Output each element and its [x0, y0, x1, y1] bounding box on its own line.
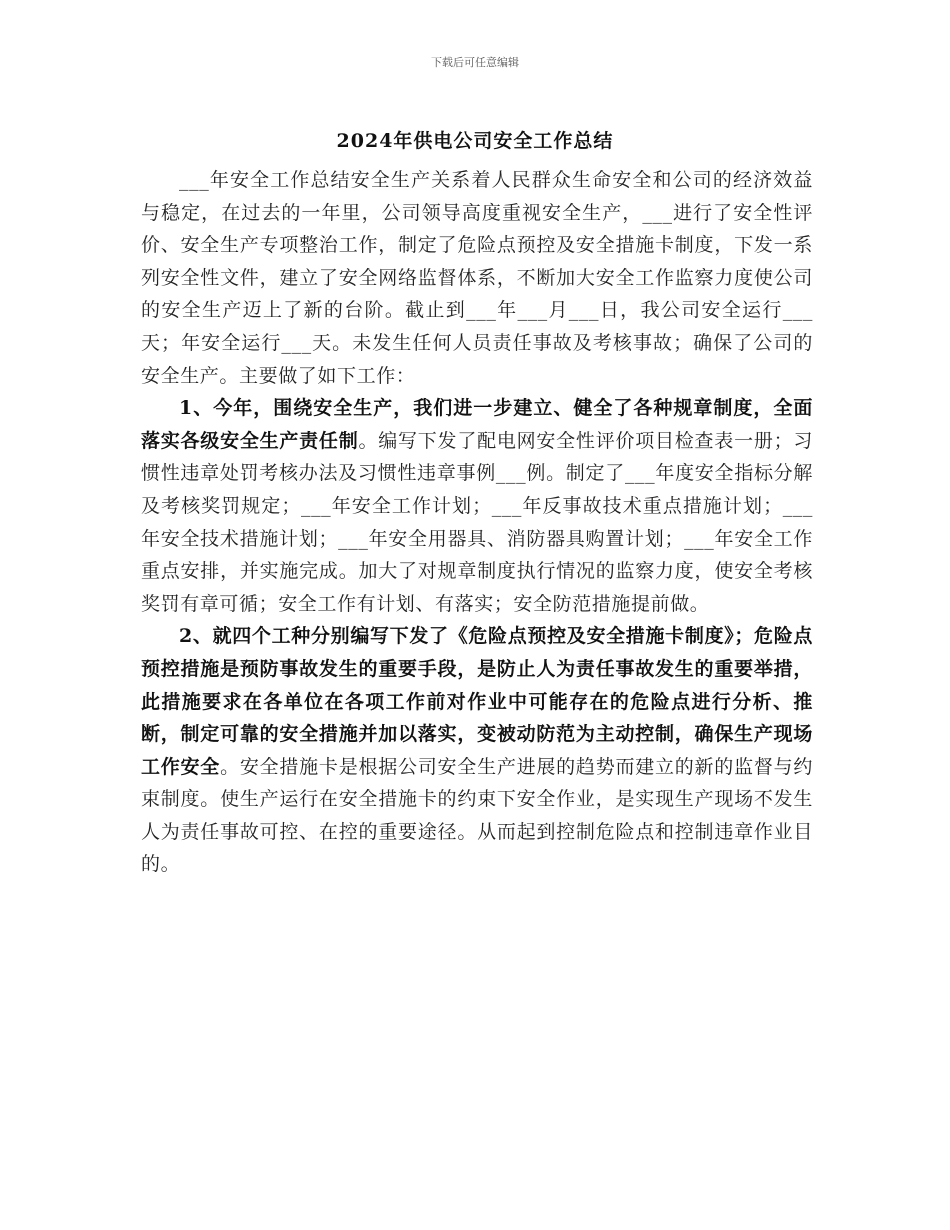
paragraph-item-1-text: 。编写下发了配电网安全性评价项目检查表一册；习惯性违章处罚考核办法及习惯性违章事例___例。制定了___年度安全指标分解及考核奖罚规定；___年安全工作计划；___年反事故技术重点措施计划；___年安全技术措施计划；___年安全用器具、消防器具购置计划；___年安全工作重点安排，并实施完成。加大了对规章制度执行情况的监察力度，使安全考核奖罚有章可循；安全工作有计划、有落实；安全防范措施提前做。 [141, 429, 813, 615]
paragraph-item-1-bold: 1、今年，围绕安全生产，我们进一步建立、健全了各种规章制度，全面落实各级安全生产责任制 [141, 397, 813, 452]
paragraph-intro [141, 164, 813, 392]
paragraph-item-1 [141, 392, 813, 620]
paragraph-intro-text: ___年安全工作总结安全生产关系着人民群众生命安全和公司的经济效益与稳定，在过去的一年里，公司领导高度重视安全生产，___进行了安全性评价、安全生产专项整治工作，制定了危险点预控及安全措施卡制度，下发一系列安全性文件，建立了安全网络监督体系，不断加大安全工作监察力度使公司的安全生产迈上了新的台阶。截止到___年___月___日，我公司安全运行___天；年安全运行___天。未发生任何人员责任事故及考核事故；确保了公司的安全生产。主要做了如下工作： [141, 169, 813, 387]
paragraph-item-2 [141, 620, 813, 881]
document-title: 2024年供电公司安全工作总结 [336, 130, 614, 152]
paragraph-item-2-text: 。安全措施卡是根据公司安全生产进展的趋势而建立的新的监督与约束制度。使生产运行在安全措施卡的约束下安全作业，是实现生产现场不发生人为责任事故可控、在控的重要途径。从而起到控制危险点和控制违章作业目的。 [141, 755, 813, 876]
document-body [141, 164, 813, 881]
header-note: 下载后可任意编辑 [431, 56, 519, 69]
paragraph-item-2-bold: 2、就四个工种分别编写下发了《危险点预控及安全措施卡制度》；危险点预控措施是预防事故发生的重要手段，是防止人为责任事故发生的重要举措，此措施要求在各单位在各项工作前对作业中可能存在的危险点进行分析、推断，制定可靠的安全措施并加以落实，变被动防范为主动控制，确保生产现场工作安全 [141, 625, 813, 778]
